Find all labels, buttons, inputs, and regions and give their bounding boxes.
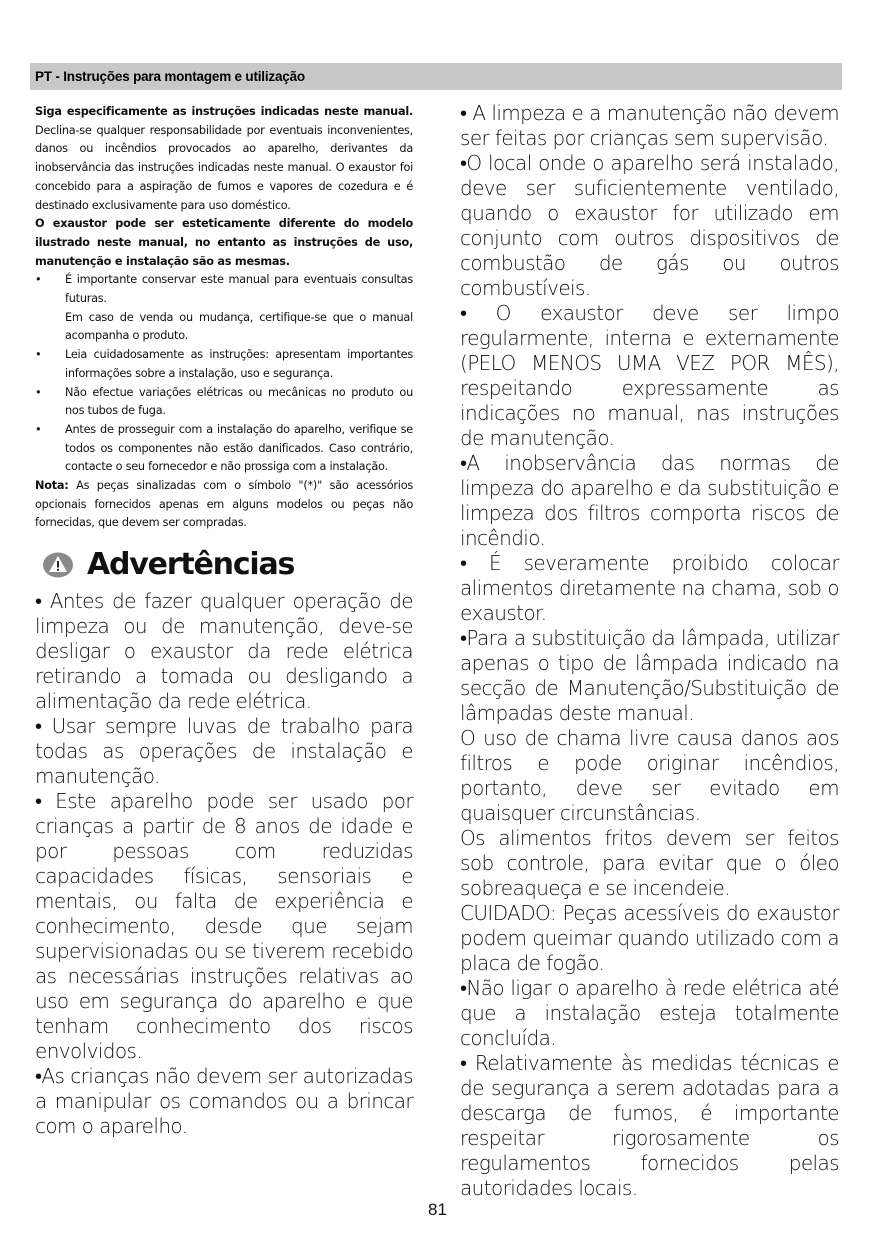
left-column — [35, 103, 413, 1139]
intro-bold: Siga especificamente as instruções indicadas neste manual. — [35, 105, 413, 118]
warning-paragraph: •Não ligar o aparelho à rede elétrica até que a instalação esteja totalmente concluída. — [460, 976, 839, 1050]
bullet: • — [35, 273, 42, 287]
section-header: PT - Instruções para montagem e utilização — [30, 63, 842, 90]
note-paragraph — [35, 477, 413, 533]
note-label: Nota: — [35, 479, 69, 493]
warning-paragraph: CUIDADO: Peças acessíveis do exaustor podem queimar quando utilizado com a placa de fogão. — [460, 901, 839, 975]
note-text: As peças sinalizadas com o símbolo "(*)" são acessórios opcionais fornecidos apenas em alguns modelos ou peças não fornecidas, que devem ser compradas. — [35, 479, 413, 530]
list-item-text: Leia cuidadosamente as instruções: apresentam importantes informações sobre a instalação, uso e segurança. — [65, 348, 413, 380]
intro-block — [35, 103, 413, 533]
warnings-title: Advertências — [87, 547, 295, 583]
list-item — [35, 271, 413, 308]
warning-paragraph: O uso de chama livre causa danos aos filtros e pode originar incêndios, portanto, deve ser evitado em quaisquer circunstâncias. — [460, 726, 839, 825]
warning-paragraph: Os alimentos fritos devem ser feitos sob controle, para evitar que o óleo sobreaqueça e se incendeie. — [460, 826, 839, 900]
intro-text: Declina-se qualquer responsabilidade por eventuais inconvenientes, danos ou incêndios provocados ao aparelho, derivantes da inobservância das instruções indicadas neste manual. O exaustor foi concebido para a aspiração de fumos e vapores de cozedura e é destinado exclusivamente para uso doméstico. — [35, 123, 413, 212]
list-item-text: Não efectue variações elétricas ou mecânicas no produto ou nos tubos de fuga. — [65, 385, 413, 418]
list-item — [35, 421, 413, 477]
warning-paragraph: • Relativamente às medidas técnicas e de segurança a serem adotadas para a descarga de fumos, é importante respeitar rigorosamente os regulamentos fornecidos pelas autoridades locais. — [460, 1051, 839, 1200]
warning-paragraph: •A inobservância das normas de limpeza do aparelho e da substituição e limpeza dos filtros comporta riscos de incêndio. — [460, 451, 839, 550]
warning-paragraph: • Este aparelho pode ser usado por crianças a partir de 8 anos de idade e por pessoas com reduzidas capacidades físicas, sensoriais e mentais, ou falta de experiência e conhecimento, desde que sejam supervisionadas ou se tiverem recebido as necessárias instruções relativas ao uso em segurança do aparelho e que tenham conhecimento dos riscos envolvidos. — [35, 789, 413, 1064]
warning-paragraph: • Antes de fazer qualquer operação de limpeza ou de manutenção, deve-se desligar o exaustor da rede elétrica retirando a tomada ou desligando a alimentação da rede elétrica. — [35, 589, 413, 714]
warning-paragraph: •As crianças não devem ser autorizadas a manipular os comandos ou a brincar com o aparelho. — [35, 1064, 413, 1139]
list-item — [35, 309, 413, 346]
warning-paragraph: • A limpeza e a manutenção não devem ser feitas por crianças sem supervisão. — [460, 101, 839, 150]
list-item — [35, 346, 413, 383]
model-note — [35, 215, 413, 271]
bullet: • — [35, 385, 42, 399]
list-item-text: Antes de prosseguir com a instalação do aparelho, verifique se todos os componentes não estão danificados. Caso contrário, contacte o seu fornecedor e não prossiga com a instalação. — [65, 422, 413, 474]
warning-paragraph: • É severamente proibido colocar alimentos diretamente na chama, sob o exaustor. — [460, 551, 839, 625]
warning-triangle-icon — [43, 552, 73, 578]
warning-paragraph: • O exaustor deve ser limpo regularmente, interna e externamente (PELO MENOS UMA VEZ POR MÊS), respeitando expressamente as indicações no manual, nas instruções de manutenção. — [460, 301, 839, 450]
bullet: • — [35, 422, 42, 436]
warnings-heading — [43, 547, 413, 583]
model-note-text: O exaustor pode ser esteticamente diferente do modelo ilustrado neste manual, no entanto as instruções de uso, manutenção e instalação são as mesmas. — [35, 217, 413, 268]
bullet: • — [35, 348, 42, 362]
intro-paragraph — [35, 103, 413, 215]
list-item — [35, 384, 413, 421]
intro-list — [35, 271, 413, 477]
right-column — [460, 101, 839, 1201]
page-number: 81 — [428, 1200, 447, 1219]
warning-paragraph: •O local onde o aparelho será instalado, deve ser suficientemente ventilado, quando o exaustor for utilizado em conjunto com outros dispositivos de combustão de gás ou outros combustíveis. — [460, 151, 839, 300]
list-item-text: É importante conservar este manual para eventuais consultas futuras. — [65, 273, 413, 306]
warning-paragraph: • Usar sempre luvas de trabalho para todas as operações de instalação e manutenção. — [35, 714, 413, 789]
list-item-text: Em caso de venda ou mudança, certifique-se que o manual acompanha o produto. — [65, 310, 413, 343]
warning-paragraph: •Para a substituição da lâmpada, utilizar apenas o tipo de lâmpada indicado na secção de Manutenção/Substituição de lâmpadas deste manual. — [460, 626, 839, 725]
